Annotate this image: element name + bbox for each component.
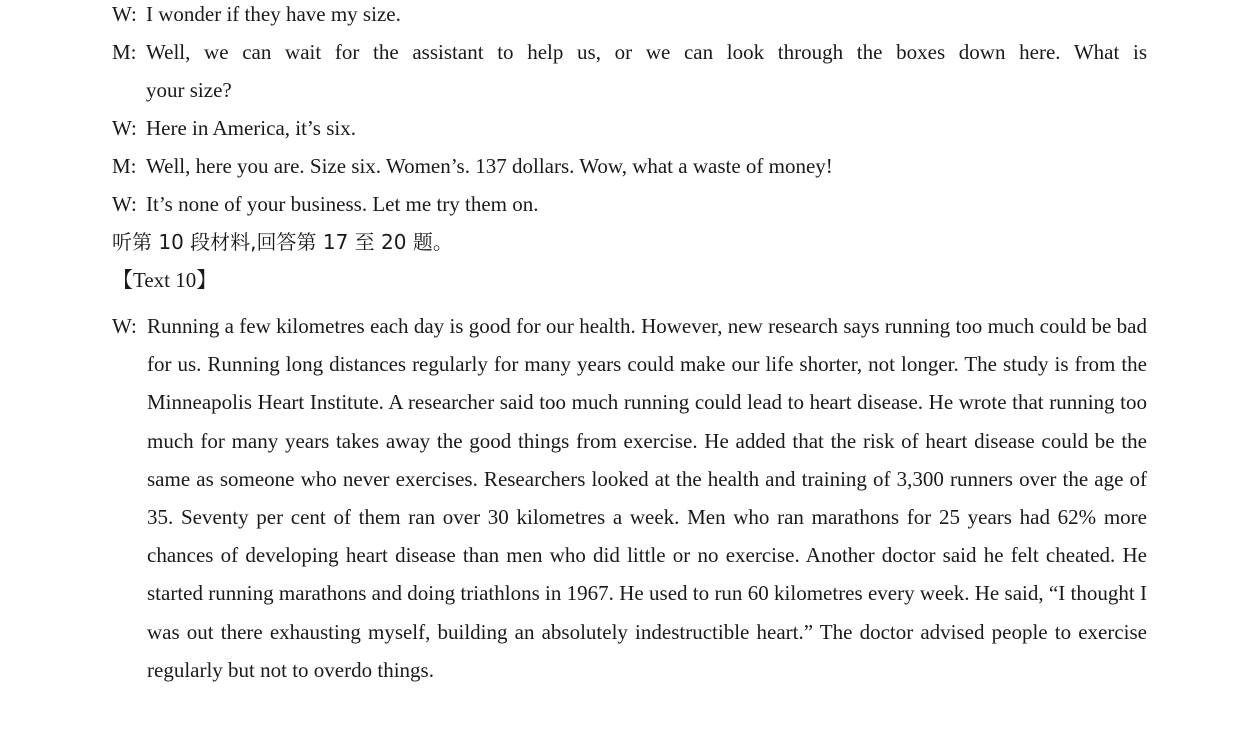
- dialogue-text: your size?: [146, 78, 232, 102]
- passage: [112, 307, 1147, 689]
- speaker-label: W:: [112, 314, 137, 338]
- section-label: 【Text 10】: [112, 268, 218, 292]
- instruction-text: 听第 10 段材料,回答第 17 至 20 题。: [112, 230, 453, 254]
- speaker-label: W:: [112, 116, 137, 140]
- speaker-label: W:: [112, 2, 137, 26]
- dialogue-text: Well, here you are. Size six. Women’s. 137 dollars. Wow, what a waste of money!: [146, 154, 833, 178]
- dialogue-text: Well, we can wait for the assistant to help us, or we can look through the boxes down here. What is: [146, 40, 1147, 64]
- speaker-label: M:: [112, 154, 137, 178]
- passage-text: Running a few kilometres each day is good for our health. However, new research says running too much could be bad for us. Running long distances regularly for many years could make our life shorter, not longer. The study is from the Minneapolis Heart Institute. A researcher said too much running could lead to heart disease. He wrote that running too much for many years takes away the good things from exercise. He added that the risk of heart disease could be the same as someone who never exercises. Researchers looked at the health and training of 3,300 runners over the age of 35. Seventy per cent of them ran over 30 kilometres a week. Men who ran marathons for 25 years had 62% more chances of developing heart disease than men who did little or no exercise. Another doctor said he felt cheated. He started running marathons and doing triathlons in 1967. He used to run 60 kilometres every week. He said, “I thought I was out there exhausting myself, building an absolutely indestructible heart.” The doctor advised people to exercise regularly but not to overdo things.: [147, 314, 1147, 682]
- dialogue-line-2: [112, 39, 1147, 65]
- speaker-label: W:: [112, 192, 137, 216]
- dialogue-line-5: [112, 191, 1147, 217]
- dialogue-text: It’s none of your business. Let me try them on.: [146, 192, 539, 216]
- dialogue-text: I wonder if they have my size.: [146, 2, 401, 26]
- dialogue-text: Here in America, it’s six.: [146, 116, 356, 140]
- dialogue-line-2-continuation: [146, 77, 1146, 103]
- speaker-label: M:: [112, 40, 137, 64]
- dialogue-line-3: [112, 115, 1147, 141]
- dialogue-line-4: [112, 153, 1147, 179]
- dialogue-line-1: [112, 1, 1147, 27]
